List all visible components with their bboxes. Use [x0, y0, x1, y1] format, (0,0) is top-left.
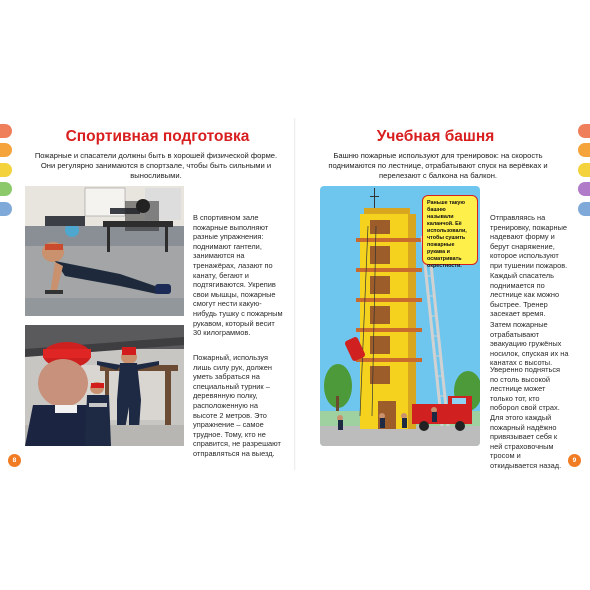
tab-amber: [578, 143, 590, 157]
right-page-paragraph-3: Затем пожарные отрабатывают эвакуацию гружёных носилок, спуская их на канатах с высоты.: [490, 320, 569, 368]
tab-blue: [578, 202, 590, 216]
tab-yellow: [578, 163, 590, 177]
tab-yellow: [0, 163, 12, 177]
right-page-paragraph-2: Каждый спасатель поднимается по лестнице как можно быстрее. Тренер засекает время.: [490, 271, 560, 319]
left-page-paragraph-2: Пожарный, используя лишь силу рук, должен уметь забраться на специальный турник – деревянную полку, расположенную на высоте 2 метров. Это упражнение – самое трудное. Тому, кто не справится, не разрешают отправляться на выезд.: [193, 353, 281, 458]
right-page-paragraph-1: Отправляясь на тренировку, пожарные надевают форму и берут снаряжение, которое используют при тушении пожаров.: [490, 213, 568, 270]
gym-training-photo: [25, 186, 184, 316]
right-page-title: Учебная башня: [376, 128, 495, 145]
left-page-title: Спортивная подготовка: [65, 128, 250, 145]
tab-blue: [0, 202, 12, 216]
fact-callout: Раньше такую башню называли каланчой. Её использовали, чтобы сушить пожарные рукава и осматривать окрестности.: [422, 195, 478, 265]
left-page-intro: Пожарные и спасатели должны быть в хорошей физической форме. Они регулярно занимаются в спортзале, чтобы быть сильными и выносливыми.: [34, 151, 278, 180]
tab-amber: [0, 143, 12, 157]
tab-green: [0, 182, 12, 196]
tab-purple: [578, 182, 590, 196]
book-spine: [294, 118, 296, 470]
tab-orange: [578, 124, 590, 138]
tab-orange: [0, 124, 12, 138]
left-page-number: 8: [8, 454, 21, 467]
right-page-paragraph-4: Уверенно подняться по столь высокой лестнице может только тот, кто поборол свой страх. Для этого каждый пожарный надёжно привязывает себя к ней страховочным тросом и откидывается назад.: [490, 365, 562, 470]
left-page-paragraph-1: В спортивном зале пожарные выполняют разные упражнения: поднимают гантели, занимаются на тренажёрах, лазают по канату, бегают и подтягиваются. Укрепив свои мышцы, пожарные смогут нести какую-нибудь тушку с пожарным рукавом, который весит 30 килограммов.: [193, 213, 283, 338]
right-page-intro: Башню пожарные используют для тренировок: на скорость поднимаются по лестнице, отрабатывают спуск на верёвках и перелезают с балкона на балкон.: [328, 151, 548, 180]
right-page-number: 9: [568, 454, 581, 467]
bar-climb-photo: [25, 325, 184, 446]
